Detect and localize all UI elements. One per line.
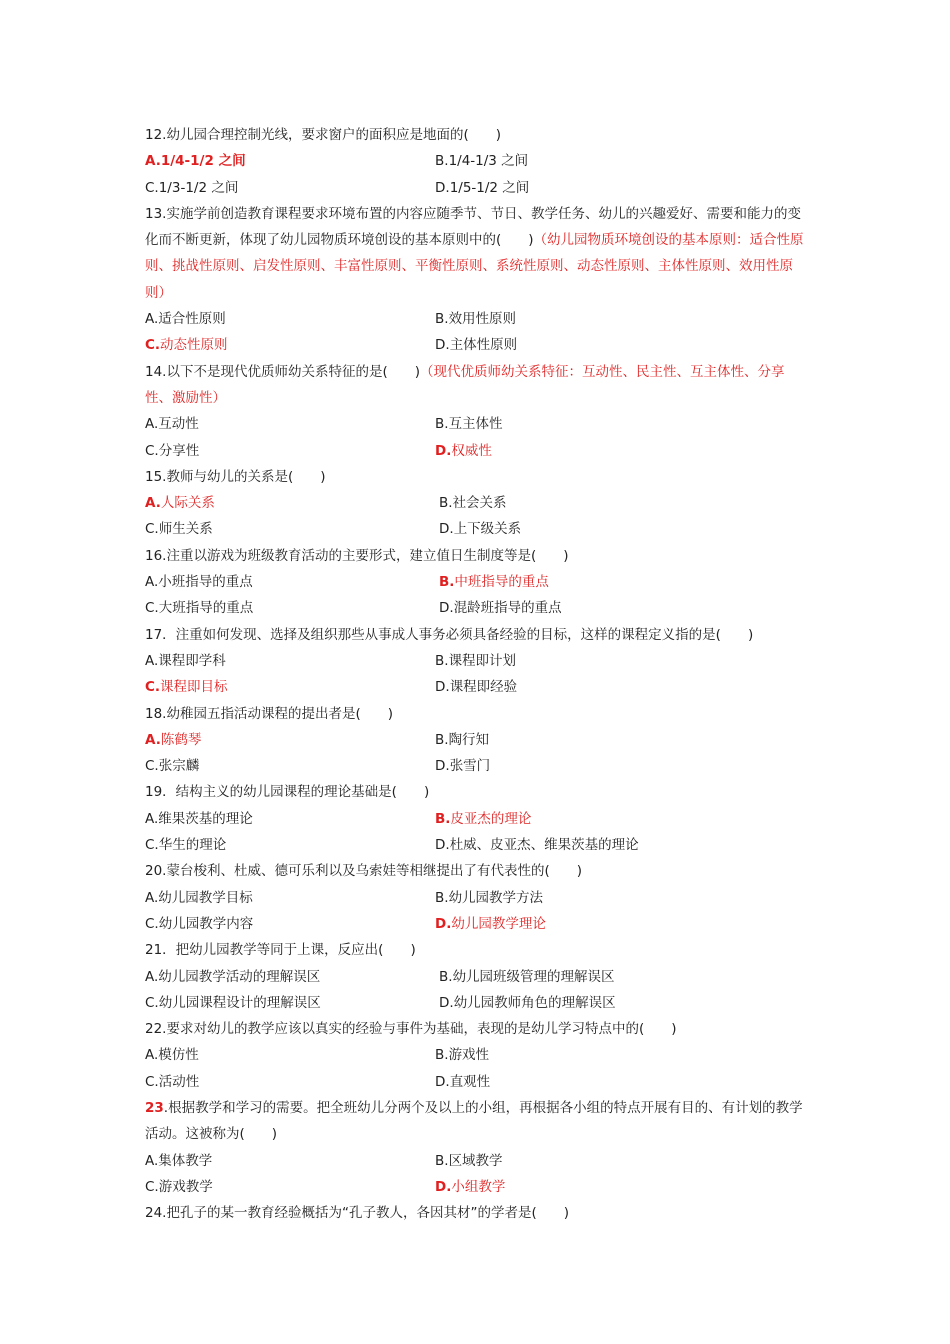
option-a[interactable] [145, 148, 246, 174]
option-d[interactable] [435, 332, 517, 358]
options-row [145, 832, 810, 858]
option-text: 权威性 [451, 442, 492, 459]
question-stem [145, 701, 810, 727]
option-d[interactable] [435, 1069, 490, 1095]
option-text: 课程即目标 [160, 679, 228, 696]
question-text: 14.以下不是现代优质师幼关系特征的是( ) [145, 363, 421, 380]
option-text: 课程即经验 [449, 679, 518, 696]
option-text: 混龄班指导的重点 [453, 600, 562, 617]
option-letter: B. [435, 1047, 449, 1064]
option-c[interactable] [145, 990, 321, 1016]
question-stem [145, 779, 810, 805]
option-b[interactable] [435, 148, 528, 174]
option-text: 分享性 [158, 442, 200, 459]
option-text: 华生的理论 [158, 837, 227, 854]
option-letter: C. [145, 337, 161, 354]
option-letter: A. [145, 968, 159, 985]
options-row [145, 306, 810, 332]
options-row [145, 148, 810, 174]
question-number: 23 [145, 1099, 164, 1116]
option-text: 社会关系 [452, 495, 507, 512]
options-row [145, 1148, 810, 1174]
option-text: 适合性原则 [158, 311, 226, 328]
options-row [145, 964, 810, 990]
option-letter: C. [145, 1178, 159, 1195]
option-text: 游戏教学 [158, 1178, 213, 1195]
option-c[interactable] [145, 753, 199, 779]
option-text: 动态性原则 [160, 337, 228, 354]
option-letter: D. [439, 994, 454, 1011]
question-text: 18.幼稚园五指活动课程的提出者是( ) [145, 705, 394, 722]
option-letter: D. [435, 1178, 452, 1195]
option-c[interactable] [145, 1174, 213, 1200]
option-text: 幼儿园班级管理的理解误区 [452, 968, 615, 985]
option-d[interactable] [435, 911, 546, 937]
option-text: 皮亚杰的理论 [450, 810, 532, 827]
option-text: 陈鹤琴 [160, 731, 202, 748]
option-a[interactable] [145, 806, 253, 832]
option-d[interactable] [439, 990, 616, 1016]
options-row [145, 595, 810, 621]
options-row [145, 411, 810, 437]
options-row [145, 990, 810, 1016]
option-letter: C. [145, 915, 159, 932]
option-d[interactable] [439, 516, 521, 542]
options-row [145, 753, 810, 779]
options-row [145, 885, 810, 911]
question-text: .根据教学和学习的需要。把全班幼儿分两个及以上的小组，再根据各小组的特点开展有目的、有计划的教学活动。这被称为( ) [145, 1099, 803, 1143]
option-letter: B. [439, 495, 453, 512]
option-letter: A. [145, 1152, 159, 1169]
option-c[interactable] [145, 516, 213, 542]
question-stem [145, 858, 810, 884]
option-d[interactable] [435, 753, 490, 779]
option-text: 小班指导的重点 [158, 574, 253, 591]
option-letter: B. [435, 810, 451, 827]
option-b[interactable] [435, 306, 516, 332]
option-letter: D. [439, 600, 454, 617]
option-d[interactable] [435, 1174, 505, 1200]
option-a[interactable] [145, 569, 253, 595]
option-a[interactable] [145, 964, 320, 990]
options-row [145, 674, 810, 700]
option-text: 维果茨基的理论 [158, 810, 253, 827]
option-a[interactable] [145, 885, 253, 911]
options-row [145, 648, 810, 674]
option-a[interactable] [145, 490, 215, 516]
option-letter: A. [145, 810, 159, 827]
option-b[interactable] [435, 727, 489, 753]
option-text: 小组教学 [451, 1178, 506, 1195]
option-text: 大班指导的重点 [158, 600, 254, 617]
answer-note: （现代优质师幼关系特征：互动性、民主性、互主体性、分享性、激励性） [145, 363, 785, 406]
option-letter: C. [145, 758, 159, 775]
options-row [145, 806, 810, 832]
option-letter: D. [435, 179, 450, 196]
option-letter: B. [435, 652, 449, 669]
question-stem [145, 1200, 810, 1226]
option-text: 师生关系 [158, 521, 213, 538]
option-b[interactable] [439, 964, 615, 990]
option-letter: D. [435, 758, 450, 775]
option-text: 活动性 [158, 1073, 200, 1090]
question-stem [145, 937, 810, 963]
option-text: 幼儿园教师角色的理解误区 [453, 994, 616, 1011]
option-letter: C. [145, 837, 159, 854]
option-text: 课程即计划 [448, 652, 517, 669]
options-row [145, 911, 810, 937]
option-text: 区域教学 [448, 1152, 503, 1169]
option-text: 1/4-1/3 之间 [448, 153, 529, 170]
options-row [145, 175, 810, 201]
options-row [145, 438, 810, 464]
options-row [145, 1069, 810, 1095]
options-row [145, 727, 810, 753]
option-text: 幼儿园教学方法 [448, 889, 544, 906]
option-letter: A. [145, 311, 159, 328]
question-text: 16.注重以游戏为班级教育活动的主要形式，建立值日生制度等是( ) [145, 547, 569, 564]
option-b[interactable] [435, 806, 531, 832]
option-letter: B. [435, 311, 449, 328]
option-text: 效用性原则 [448, 311, 517, 328]
question-stem [145, 122, 810, 148]
option-a[interactable] [145, 411, 199, 437]
option-letter: B. [439, 968, 453, 985]
options-row [145, 1174, 810, 1200]
option-letter: D. [435, 915, 452, 932]
option-letter: C. [145, 442, 159, 459]
option-text: 陶行知 [448, 731, 490, 748]
option-b[interactable] [435, 1042, 489, 1068]
option-a[interactable] [145, 648, 226, 674]
question-text: 12.幼儿园合理控制光线，要求窗户的面积应是地面的( ) [145, 127, 502, 143]
option-text: 张雪门 [449, 758, 491, 775]
option-text: 课程即学科 [158, 652, 226, 669]
options-row [145, 1042, 810, 1068]
option-d[interactable] [435, 438, 492, 464]
option-text: 1/3-1/2 之间 [158, 179, 239, 196]
answer-note: （幼儿园物质环境创设的基本原则：适合性原则、挑战性原则、启发性原则、丰富性原则、平衡性原则、系统性原则、动态性原则、主体性原则、效用性原则） [145, 232, 804, 301]
option-letter: C. [145, 179, 159, 196]
question-stem [145, 1095, 810, 1148]
option-letter: A. [145, 889, 159, 906]
option-text: 中班指导的重点 [454, 574, 549, 591]
question-text: 17．注重如何发现、选择及组织那些从事成人事务必须具备经验的目标，这样的课程定义指的是( ) [145, 626, 754, 643]
option-letter: B. [435, 889, 449, 906]
option-c[interactable] [145, 438, 199, 464]
option-c[interactable] [145, 175, 238, 201]
option-text: 集体教学 [158, 1152, 213, 1169]
option-letter: A. [145, 574, 159, 591]
option-letter: B. [439, 574, 455, 591]
option-c[interactable] [145, 832, 226, 858]
option-letter: A. [145, 1047, 159, 1064]
option-b[interactable] [439, 490, 507, 516]
option-letter: C. [145, 600, 159, 617]
option-d[interactable] [435, 175, 529, 201]
option-text: 直观性 [449, 1073, 491, 1090]
options-row [145, 332, 810, 358]
question-text: 19．结构主义的幼儿园课程的理论基础是( ) [145, 784, 430, 801]
option-text: 1/5-1/2 之间 [449, 179, 530, 196]
option-letter: B. [435, 416, 449, 433]
option-letter: D. [435, 679, 450, 696]
option-text: 人际关系 [160, 495, 215, 512]
option-text: 游戏性 [448, 1047, 490, 1064]
option-text: 幼儿园教学目标 [158, 889, 253, 906]
option-letter: A. [145, 652, 159, 669]
options-row [145, 490, 810, 516]
option-text: 幼儿园教学理论 [451, 915, 546, 932]
option-text: 模仿性 [158, 1047, 199, 1064]
question-stem [145, 464, 810, 490]
option-text: 主体性原则 [449, 337, 518, 354]
option-b[interactable] [439, 569, 549, 595]
option-c[interactable] [145, 1069, 199, 1095]
option-letter: A. [145, 731, 161, 748]
option-text: 张宗麟 [158, 758, 200, 775]
option-letter: D. [435, 337, 450, 354]
question-stem [145, 622, 810, 648]
option-letter: D. [435, 442, 452, 459]
option-letter: A. [145, 416, 159, 433]
option-text: 互动性 [158, 416, 199, 433]
options-row [145, 516, 810, 542]
option-b[interactable] [435, 411, 503, 437]
option-letter: A. [145, 495, 161, 512]
option-a[interactable] [145, 727, 201, 753]
question-text: 24.把孔子的某一教育经验概括为“孔子教人，各因其材”的学者是( ) [145, 1205, 569, 1222]
option-text: 幼儿园教学活动的理解误区 [158, 968, 321, 985]
option-c[interactable] [145, 332, 228, 358]
option-d[interactable] [439, 595, 562, 621]
option-text: 上下级关系 [453, 521, 522, 538]
option-text: 互主体性 [448, 416, 503, 433]
option-letter: C. [145, 994, 159, 1011]
option-d[interactable] [435, 674, 517, 700]
question-text: 13.实施学前创造教育课程要求环境布置的内容应随季节、节日、教学任务、幼儿的兴趣爱好、需要和能力的变化而不断更新，体现了幼儿园物质环境创设的基本原则中的( ) [145, 205, 801, 249]
question-text: 20.蒙台梭利、杜威、德可乐利以及乌索娃等相继提出了有代表性的( ) [145, 863, 583, 880]
option-letter: D. [435, 837, 450, 854]
document-body [145, 122, 810, 1226]
option-d[interactable] [435, 832, 639, 858]
question-text: 15.教师与幼儿的关系是( ) [145, 468, 326, 485]
option-letter: C. [145, 1073, 159, 1090]
option-letter: D. [439, 521, 454, 538]
question-stem [145, 201, 810, 306]
option-a[interactable] [145, 1148, 212, 1174]
option-letter: D. [435, 1073, 450, 1090]
option-letter: B. [435, 153, 449, 170]
option-text: 1/4-1/2 之间 [160, 153, 246, 170]
option-a[interactable] [145, 1042, 199, 1068]
question-stem [145, 1016, 810, 1042]
option-c[interactable] [145, 674, 228, 700]
option-b[interactable] [435, 648, 516, 674]
options-row [145, 569, 810, 595]
option-b[interactable] [435, 885, 543, 911]
option-letter: B. [435, 731, 449, 748]
option-text: 杜威、皮亚杰、维果茨基的理论 [449, 837, 639, 854]
option-letter: A. [145, 153, 161, 170]
option-b[interactable] [435, 1148, 503, 1174]
option-text: 幼儿园教学内容 [158, 915, 254, 932]
option-letter: B. [435, 1152, 449, 1169]
option-c[interactable] [145, 595, 253, 621]
question-stem [145, 359, 810, 412]
option-text: 幼儿园课程设计的理解误区 [158, 994, 321, 1011]
question-text: 21．把幼儿园教学等同于上课，反应出( ) [145, 942, 416, 959]
option-c[interactable] [145, 911, 253, 937]
question-text: 22.要求对幼儿的教学应该以真实的经验与事件为基础，表现的是幼儿学习特点中的( ) [145, 1021, 677, 1038]
option-letter: C. [145, 521, 159, 538]
option-letter: C. [145, 679, 161, 696]
question-stem [145, 543, 810, 569]
option-a[interactable] [145, 306, 226, 332]
